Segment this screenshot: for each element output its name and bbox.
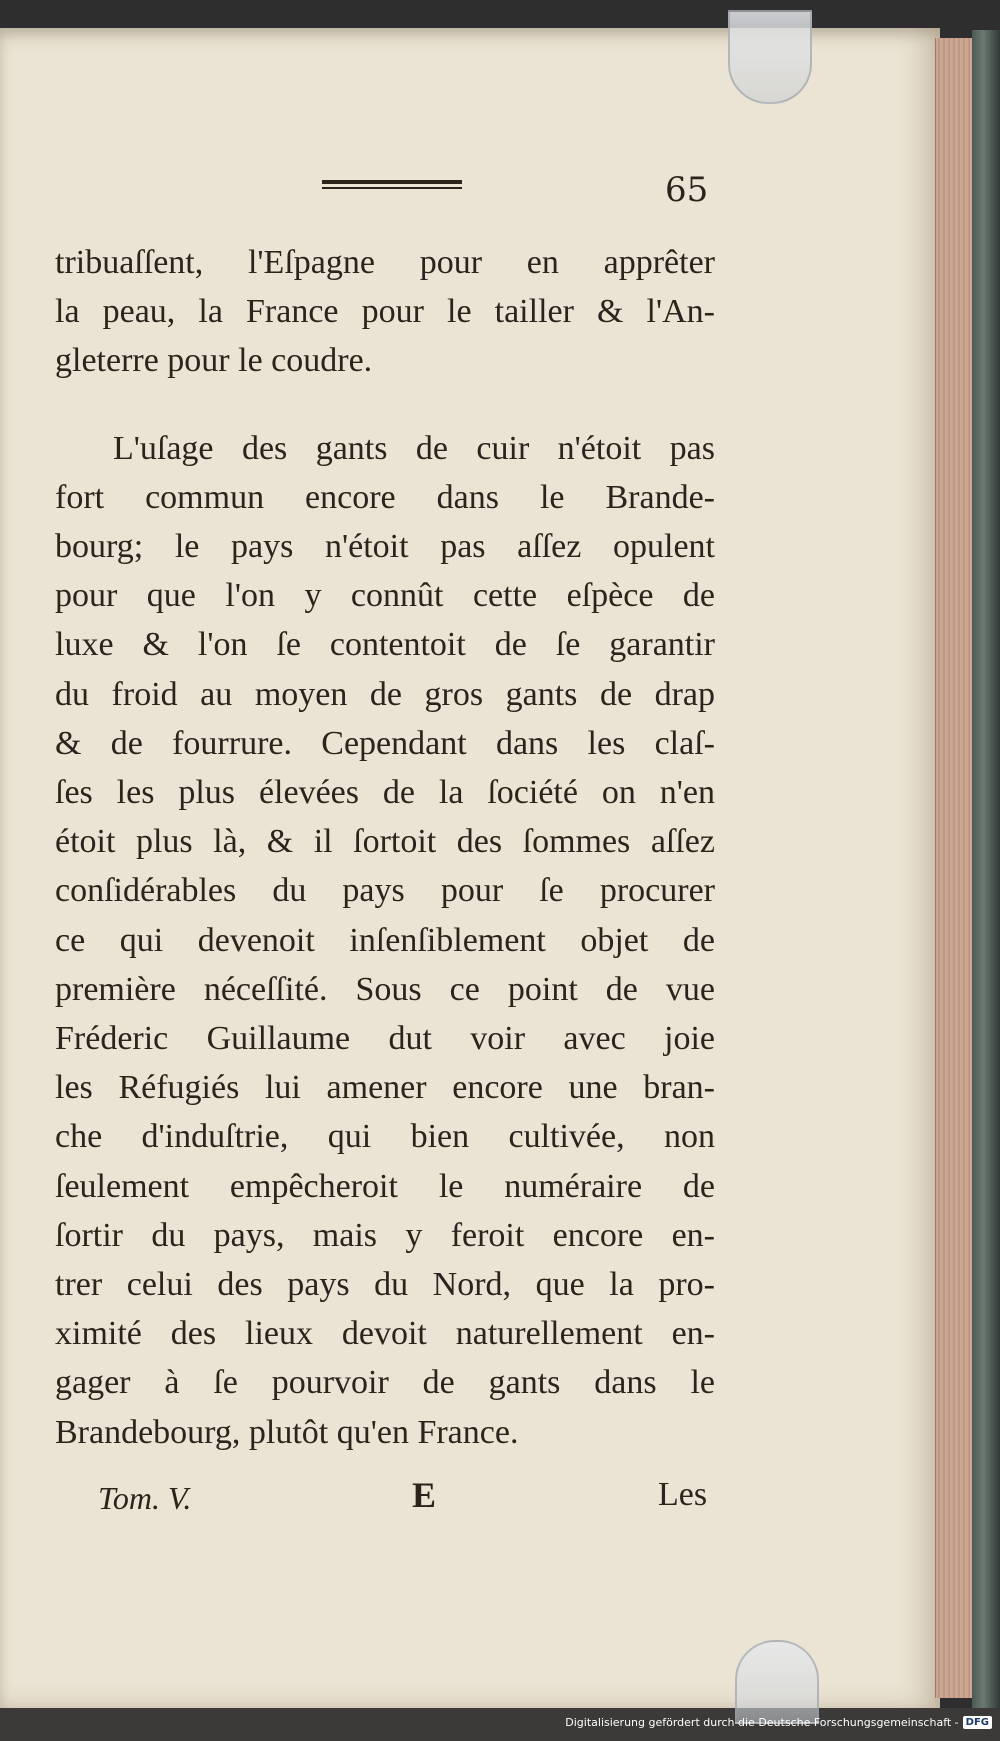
text-line: première néceſſité. Sous ce point de vue xyxy=(55,970,715,1008)
body-text xyxy=(55,238,715,1457)
text-line: ſeulement empêcheroit le numéraire de xyxy=(55,1167,715,1205)
digitization-credit xyxy=(565,1716,992,1729)
volume-signature: Tom. V. xyxy=(98,1480,192,1516)
page-edges xyxy=(935,38,976,1698)
text-line: trer celui des pays du Nord, que la pro- xyxy=(55,1266,715,1304)
text-line: & de fourrure. Cependant dans les claſ- xyxy=(55,724,715,762)
text-line: ximité des lieux devoit naturellement en- xyxy=(55,1315,715,1353)
text-line: luxe & l'on ſe contentoit de ſe garantir xyxy=(55,626,715,664)
text-line: gleterre pour le coudre. xyxy=(55,342,373,380)
catchword: Les xyxy=(658,1476,708,1513)
text-line: les Réfugiés lui amener encore une bran- xyxy=(55,1069,715,1107)
credit-text: Digitalisierung gefördert durch die Deutsche Forschungsgemeinschaft - xyxy=(565,1716,959,1729)
page-clip-bottom xyxy=(735,1640,819,1724)
signature-letter: E xyxy=(412,1475,437,1515)
book-cover-edge xyxy=(972,30,1000,1730)
page-number: 65 xyxy=(665,170,709,210)
page-clip-top xyxy=(728,10,812,104)
text-line: la peau, la France pour le tailler & l'An- xyxy=(55,293,715,331)
text-line: Fréderic Guillaume dut voir avec joie xyxy=(55,1020,715,1058)
text-line: conſidérables du pays pour ſe procurer xyxy=(55,872,715,910)
text-line: Brandebourg, plutôt qu'en France. xyxy=(55,1413,519,1451)
text-line: gager à ſe pourvoir de gants dans le xyxy=(55,1364,715,1402)
header-rule xyxy=(322,180,462,190)
text-line: étoit plus là, & il ſortoit des ſommes aſſez xyxy=(55,823,715,861)
text-line: bourg; le pays n'étoit pas aſſez opulent xyxy=(55,528,715,566)
text-line: ſes les plus élevées de la ſociété on n'en xyxy=(55,774,715,812)
text-line: ſortir du pays, mais y feroit encore en- xyxy=(55,1216,715,1254)
text-line: du froid au moyen de gros gants de drap xyxy=(55,675,715,713)
text-line: che d'induſtrie, qui bien cultivée, non xyxy=(55,1118,715,1156)
text-line: pour que l'on y connût cette eſpèce de xyxy=(55,577,715,615)
text-line: ce qui devenoit inſenſiblement objet de xyxy=(55,921,715,959)
text-line: tribuaſſent, l'Eſpagne pour en apprêter xyxy=(55,244,715,281)
dfg-logo[interactable]: DFG xyxy=(963,1716,992,1729)
paragraph-gap xyxy=(55,386,715,424)
text-line: L'uſage des gants de cuir n'étoit pas xyxy=(113,429,715,467)
text-line: fort commun encore dans le Brande- xyxy=(55,478,715,516)
